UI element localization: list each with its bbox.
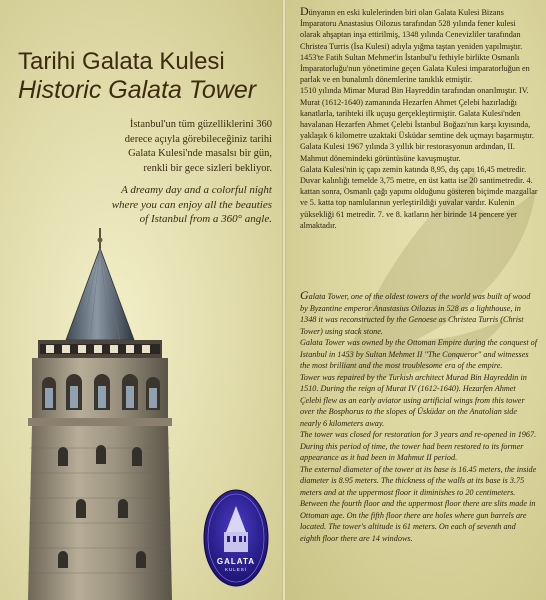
paragraph-en-4: The tower was closed for restoration for 3 years and re-opened in 1967. During this period of time, the tower had been restored to its former appearance as it had been in Mahmut II period.: [300, 430, 537, 462]
paragraph-en-2: Galata Tower was owned by the Ottoman Empire during the conquest of Istanbul in 1453 by Sultan Mehmet II "The Conqueror" and witnesses the most brilliant and the most troublesome era of the empire.: [300, 338, 538, 370]
logo-subtitle: KULESİ: [224, 567, 247, 572]
dropcap-en: G: [300, 288, 309, 302]
history-text-english: [300, 290, 538, 544]
intro-turkish: İstanbul'un tüm güzelliklerini 360 derece açıyla görebileceğiniz tarihi Galata Kulesi'nde masalsı bir gün, renkli bir gece sizleri bekliyor.: [124, 119, 272, 174]
history-text-turkish: [300, 6, 538, 231]
dropcap-tr: D: [300, 4, 309, 18]
right-panel: [286, 0, 546, 600]
paragraph-en-5: The external diameter of the tower at its base is 16.45 meters, the inside diameter is 8.95 meters. The thickness of the walls at its base is 3.75 meters and at the uppermost floor it diminishes to 20 centimeters. Between the fourth floor and the uppermost floor there are slits made in Ottoman age. On the fifth floor there are holes where gun barrels are located. The tower's altitude is 61 meters. On each of seventh and eighth floor there are 14 windows.: [300, 464, 537, 543]
paragraph-tr-1: Dünyanın en eski kulelerinden biri olan Galata Kulesi Bizans İmparatoru Anastasius Oilozus tarafından 528 yılında fener kulesi olarak ahşaptan inşa ettirilmiş, 1348 yılında Cenevizliler tarafından Christea Turris (İsa Kulesi) adıyla yığma taştan yeniden yapılmıştır.: [300, 4, 523, 51]
paragraph-en-3: Tower was repaired by the Turkish architect Murad Bin Hayreddin in 1510. During the reign of Murat IV (1612-1640). Hezarfen Ahmet Çelebi flew as an early aviator using artificial wings from this tower over the Bosphorus to the slopes of Üsküdar on the Anatolian side nearly 6 kilometers away.: [300, 372, 527, 428]
paragraph-tr-4: Galata Kulesi 1967 yılında 3 yıllık bir restorasyonun ardından, II. Mahmut dönemindeki görüntüsüne kavuşmuştur.: [300, 142, 515, 163]
galata-tower-photo: [18, 228, 188, 600]
paragraph-tr-5: Galata Kulesi'nin iç çapı zemin katında 8,95, dış çapı 16,45 metredir. Duvar kalınlığı temelde 3,75 metre, en üst katta ise 20 santimetredir. 4. kattan sonra, Osmanlı çağı yapımı olduğunu gösteren biçimde mazgallar ve 5. katta top namlularının yerleştirildiği yuvalar vardır. Kulenin yüksekliği 61 metredir. 7. ve 8. katların her birinde 14 pencere yer almaktadır.: [300, 164, 538, 230]
galata-tower-logo: [202, 488, 270, 588]
paragraph-en-1: Galata Tower, one of the oldest towers of the world was built of wood by Byzantine emperor Anastasius Oilozus in 528 as a lighthouse, in 1348 it was reconstructed by the Genoese as Christea Turris (Christ Tower) using stack stone.: [300, 288, 531, 336]
title-english: Historic Galata Tower: [18, 76, 257, 104]
paragraph-tr-3: 1510 yılında Mimar Murad Bin Hayreddin tarafından onarılmıştır. IV. Murat (1612-1640) zamanında Hezarfen Ahmet Çelebi hazırladığı kanatlarla, tarihteki ilk uçuşu gerçekleştirmiştir. Galata Kulesi'nden havalanan Hezarfen Ahmet Çelebi İstanbul Boğazı'nın karşı kıyısında, yaklaşık 6 kilometre uzaktaki Üsküdar semtine dek uçmayı başarmıştır.: [300, 86, 534, 141]
paragraph-tr-2: 1453'te Fatih Sultan Mehmet'in İstanbul'u fethiyle birlikte Osmanlı İmparatorluğu'nun yönetimine geçen Galata Kulesi imparatorluğun en parlak ve en bunalımlı dönemlerine tanıklık etmiştir.: [300, 52, 530, 85]
logo-wordmark: GALATA: [216, 557, 256, 566]
intro-english: A dreamy day and a colorful night where you can enjoy all the beauties of Istanbul from a 360° angle.: [111, 184, 272, 225]
title-turkish: Tarihi Galata Kulesi: [18, 48, 225, 75]
